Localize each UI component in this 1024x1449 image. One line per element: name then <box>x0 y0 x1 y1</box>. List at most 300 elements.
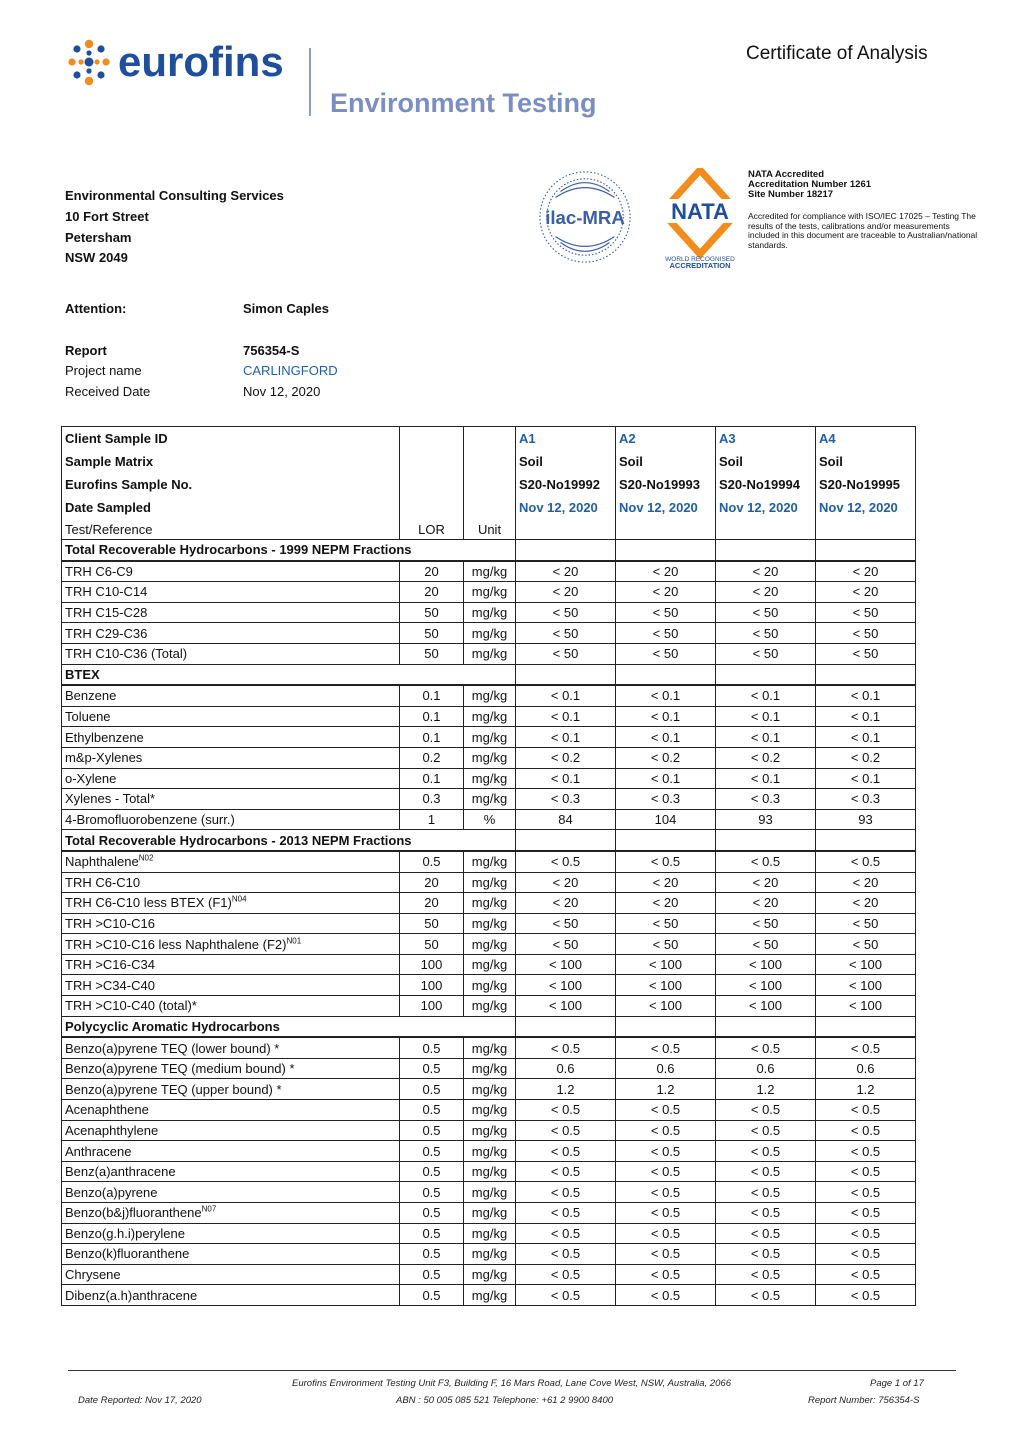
nata-sub2: ACCREDITATION <box>669 261 731 268</box>
result-value: < 0.1 <box>516 768 616 789</box>
unit-value: mg/kg <box>464 685 516 706</box>
result-value: 84 <box>516 809 616 830</box>
lor-value: 50 <box>400 913 464 934</box>
result-value: < 0.5 <box>616 1264 716 1285</box>
result-value: < 0.1 <box>516 706 616 727</box>
result-value: < 50 <box>516 913 616 934</box>
result-value: < 50 <box>516 623 616 644</box>
unit-value: mg/kg <box>464 1203 516 1224</box>
lor-value: 20 <box>400 582 464 603</box>
section-blank <box>816 540 916 561</box>
unit-value: mg/kg <box>464 727 516 748</box>
analyte-note: N01 <box>286 936 302 946</box>
nata-line2: Accreditation Number 1261 <box>748 179 872 190</box>
unit-value: mg/kg <box>464 1058 516 1079</box>
result-value: < 0.5 <box>516 1120 616 1141</box>
client-suburb: Petersham <box>65 230 132 245</box>
sample-date: Nov 12, 2020 <box>616 496 716 519</box>
analyte-cell <box>62 1223 400 1244</box>
result-value: < 0.1 <box>616 685 716 706</box>
unit-value: mg/kg <box>464 623 516 644</box>
analyte-cell <box>62 561 400 582</box>
result-value: < 0.1 <box>716 768 816 789</box>
analyte-name: Naphthalene <box>65 854 139 870</box>
result-value: < 20 <box>516 582 616 603</box>
eurofins-logo-icon <box>64 38 114 88</box>
analyte-name: m&p-Xylenes <box>65 750 143 766</box>
sample-matrix: Soil <box>716 450 816 473</box>
result-value: < 0.5 <box>716 1161 816 1182</box>
lor-value: 0.5 <box>400 1079 464 1100</box>
unit-value: mg/kg <box>464 872 516 893</box>
division-name: Environment Testing <box>330 88 597 118</box>
result-value: < 0.5 <box>516 1264 616 1285</box>
unit-header <box>464 450 516 473</box>
unit-value: mg/kg <box>464 1182 516 1203</box>
analyte-cell <box>62 934 400 955</box>
unit-value: mg/kg <box>464 706 516 727</box>
nata-label: NATA <box>671 199 729 224</box>
result-value: < 50 <box>716 602 816 623</box>
footer-address: Eurofins Environment Testing Unit F3, Building F, 16 Mars Road, Lane Cove West, NSW, Australia, 2066 <box>292 1378 731 1389</box>
result-value: < 100 <box>516 975 616 996</box>
table-row <box>62 582 916 603</box>
lor-value: 0.3 <box>400 789 464 810</box>
table-row <box>62 561 916 582</box>
footer-page: Page 1 of 17 <box>870 1378 924 1389</box>
result-value: < 50 <box>516 934 616 955</box>
result-value: < 0.5 <box>616 1182 716 1203</box>
lor-value: 20 <box>400 561 464 582</box>
result-value: < 20 <box>716 582 816 603</box>
analyte-note: N04 <box>231 895 247 905</box>
result-value: < 0.5 <box>716 1120 816 1141</box>
lor-value: 1 <box>400 809 464 830</box>
result-value: < 0.5 <box>816 1100 916 1121</box>
analyte-cell <box>62 809 400 830</box>
result-value: < 50 <box>616 602 716 623</box>
analyte-cell <box>62 1058 400 1079</box>
unit-value: mg/kg <box>464 1120 516 1141</box>
analyte-cell <box>62 1120 400 1141</box>
result-value: < 0.5 <box>816 1141 916 1162</box>
sample-blank <box>516 519 616 540</box>
result-value: 0.6 <box>616 1058 716 1079</box>
nata-sub1: WORLD RECOGNISED <box>665 256 735 263</box>
result-value: < 50 <box>816 934 916 955</box>
section-blank <box>716 540 816 561</box>
lor-value: 0.1 <box>400 706 464 727</box>
lor-value: 0.5 <box>400 1285 464 1306</box>
result-value: < 20 <box>616 582 716 603</box>
section-title: Polycyclic Aromatic Hydrocarbons <box>62 1016 516 1037</box>
lor-header <box>400 496 464 519</box>
table-row <box>62 934 916 955</box>
received-label: Received Date <box>65 384 151 399</box>
footer-date-reported: Date Reported: Nov 17, 2020 <box>78 1395 202 1406</box>
result-value: < 50 <box>616 934 716 955</box>
lor-value: 0.5 <box>400 1203 464 1224</box>
table-row <box>62 893 916 914</box>
section-blank <box>716 1016 816 1037</box>
analyte-name: Acenaphthylene <box>65 1122 159 1138</box>
result-value: < 0.5 <box>616 1161 716 1182</box>
lor-value: 0.5 <box>400 1223 464 1244</box>
lor-value: 0.5 <box>400 1182 464 1203</box>
unit-value: mg/kg <box>464 602 516 623</box>
table-row <box>62 954 916 975</box>
attention-value: Simon Caples <box>243 301 329 316</box>
section-title: BTEX <box>62 664 516 685</box>
table-row <box>62 768 916 789</box>
analyte-name: TRH C10-C14 <box>65 584 148 600</box>
result-value: < 0.5 <box>816 1223 916 1244</box>
table-row <box>62 727 916 748</box>
table-row <box>62 1223 916 1244</box>
result-value: < 100 <box>816 975 916 996</box>
brand-name: eurofins <box>118 38 284 85</box>
unit-value: mg/kg <box>464 1264 516 1285</box>
results-table <box>61 426 916 1306</box>
analyte-cell <box>62 1244 400 1265</box>
analyte-name: Benzo(b&j)fluoranthene <box>65 1205 202 1221</box>
analyte-note: N02 <box>138 853 154 863</box>
section-blank <box>516 1016 616 1037</box>
analyte-name: TRH >C34-C40 <box>65 977 155 993</box>
unit-value: mg/kg <box>464 643 516 664</box>
analyte-name: TRH >C16-C34 <box>65 957 155 973</box>
lor-value: 50 <box>400 643 464 664</box>
lor-value: 50 <box>400 602 464 623</box>
project-value: CARLINGFORD <box>243 363 338 378</box>
result-value: < 0.2 <box>816 747 916 768</box>
result-value: < 0.5 <box>816 1120 916 1141</box>
result-value: < 0.5 <box>816 1161 916 1182</box>
result-value: < 0.5 <box>716 1141 816 1162</box>
sample-id: A2 <box>616 427 716 451</box>
result-value: < 0.1 <box>516 727 616 748</box>
lor-value: 100 <box>400 954 464 975</box>
analyte-name: Acenaphthene <box>65 1102 149 1118</box>
result-value: < 0.5 <box>616 1100 716 1121</box>
table-row <box>62 851 916 872</box>
result-value: < 0.1 <box>716 685 816 706</box>
result-value: < 50 <box>616 643 716 664</box>
analyte-cell <box>62 789 400 810</box>
section-blank <box>516 830 616 851</box>
unit-header <box>464 427 516 451</box>
nata-logo-icon <box>660 168 740 268</box>
result-value: < 20 <box>616 561 716 582</box>
sample-date: Nov 12, 2020 <box>516 496 616 519</box>
analyte-cell <box>62 768 400 789</box>
analyte-cell <box>62 727 400 748</box>
ilac-label: ilac-MRA <box>545 206 625 228</box>
lor-header <box>400 473 464 496</box>
unit-value: mg/kg <box>464 1079 516 1100</box>
section-blank <box>716 830 816 851</box>
sample-matrix: Soil <box>616 450 716 473</box>
table-row <box>62 809 916 830</box>
unit-value: mg/kg <box>464 975 516 996</box>
section-header-row <box>62 540 916 561</box>
client-company: Environmental Consulting Services <box>65 188 284 203</box>
unit-value: mg/kg <box>464 1037 516 1058</box>
result-value: < 0.1 <box>616 768 716 789</box>
section-blank <box>716 664 816 685</box>
result-value: < 50 <box>716 913 816 934</box>
analyte-name: TRH C6-C10 <box>65 874 141 890</box>
table-row <box>62 1244 916 1265</box>
result-value: < 0.5 <box>516 1244 616 1265</box>
result-value: < 0.5 <box>616 1285 716 1306</box>
result-value: < 20 <box>616 872 716 893</box>
table-row <box>62 1182 916 1203</box>
unit-value: mg/kg <box>464 1244 516 1265</box>
result-value: < 20 <box>516 893 616 914</box>
result-value: 1.2 <box>516 1079 616 1100</box>
result-value: < 50 <box>716 643 816 664</box>
result-value: < 20 <box>716 872 816 893</box>
result-value: < 0.1 <box>716 706 816 727</box>
document-title: Certificate of Analysis <box>746 43 928 64</box>
result-value: < 100 <box>716 996 816 1017</box>
result-value: < 100 <box>516 996 616 1017</box>
result-value: < 20 <box>816 561 916 582</box>
nata-info <box>748 170 978 250</box>
lor-value: 50 <box>400 934 464 955</box>
lor-value: 0.1 <box>400 727 464 748</box>
lor-value: 20 <box>400 893 464 914</box>
result-value: < 0.5 <box>716 851 816 872</box>
section-blank <box>616 664 716 685</box>
section-blank <box>616 540 716 561</box>
table-row <box>62 602 916 623</box>
result-value: < 0.5 <box>716 1100 816 1121</box>
result-value: < 100 <box>616 954 716 975</box>
result-value: < 0.1 <box>616 706 716 727</box>
analyte-name: Ethylbenzene <box>65 729 144 745</box>
header-label: Client Sample ID <box>62 427 400 451</box>
result-value: 0.6 <box>816 1058 916 1079</box>
unit-value: mg/kg <box>464 893 516 914</box>
sample-no: S20-No19995 <box>816 473 916 496</box>
result-value: < 0.5 <box>616 1244 716 1265</box>
result-value: 93 <box>716 809 816 830</box>
nata-line1: NATA Accredited <box>748 169 825 180</box>
table-row <box>62 1120 916 1141</box>
result-value: < 0.2 <box>716 747 816 768</box>
result-value: < 20 <box>516 872 616 893</box>
unit-value: % <box>464 809 516 830</box>
result-value: < 0.5 <box>516 1037 616 1058</box>
section-title: Total Recoverable Hydrocarbons - 2013 NEPM Fractions <box>62 830 516 851</box>
unit-header <box>464 496 516 519</box>
unit-value: mg/kg <box>464 934 516 955</box>
result-value: < 0.3 <box>816 789 916 810</box>
analyte-cell <box>62 872 400 893</box>
analyte-cell <box>62 1285 400 1306</box>
analyte-name: Benzene <box>65 688 117 704</box>
sample-id: A1 <box>516 427 616 451</box>
result-value: < 0.5 <box>816 1285 916 1306</box>
result-value: < 0.5 <box>616 1223 716 1244</box>
result-value: < 100 <box>616 996 716 1017</box>
result-value: < 0.5 <box>716 1223 816 1244</box>
analyte-cell <box>62 1182 400 1203</box>
analyte-cell <box>62 602 400 623</box>
header-divider <box>309 48 311 116</box>
analyte-name: Toluene <box>65 709 111 725</box>
analyte-cell <box>62 643 400 664</box>
analyte-cell <box>62 996 400 1017</box>
result-value: < 0.5 <box>716 1203 816 1224</box>
unit-value: mg/kg <box>464 1141 516 1162</box>
sample-id: A3 <box>716 427 816 451</box>
analyte-name: Benzo(a)pyrene TEQ (upper bound) * <box>65 1081 282 1097</box>
header-row <box>62 496 916 519</box>
lor-value: 20 <box>400 872 464 893</box>
analyte-cell <box>62 623 400 644</box>
table-row <box>62 706 916 727</box>
result-value: < 20 <box>716 893 816 914</box>
lor-value: 100 <box>400 975 464 996</box>
analyte-cell <box>62 1203 400 1224</box>
section-header-row <box>62 830 916 851</box>
result-value: < 50 <box>816 623 916 644</box>
result-value: < 0.5 <box>516 1141 616 1162</box>
sample-date: Nov 12, 2020 <box>816 496 916 519</box>
sample-id: A4 <box>816 427 916 451</box>
result-value: < 0.5 <box>516 1285 616 1306</box>
result-value: < 0.5 <box>516 1182 616 1203</box>
table-row <box>62 789 916 810</box>
result-value: < 0.5 <box>616 1141 716 1162</box>
analyte-name: Xylenes - Total* <box>65 791 156 807</box>
unit-value: mg/kg <box>464 768 516 789</box>
analyte-name: Benzo(a)pyrene TEQ (medium bound) * <box>65 1061 295 1077</box>
section-title: Total Recoverable Hydrocarbons - 1999 NEPM Fractions <box>62 540 516 561</box>
result-value: < 20 <box>816 582 916 603</box>
analyte-cell <box>62 893 400 914</box>
result-value: 93 <box>816 809 916 830</box>
result-value: < 0.5 <box>816 1182 916 1203</box>
report-label: Report <box>65 343 107 358</box>
result-value: < 50 <box>616 913 716 934</box>
analyte-name: TRH C6-C9 <box>65 563 133 579</box>
analyte-cell <box>62 1264 400 1285</box>
unit-value: mg/kg <box>464 913 516 934</box>
result-value: < 0.2 <box>616 747 716 768</box>
result-value: < 0.5 <box>616 1203 716 1224</box>
section-header-row <box>62 1016 916 1037</box>
analyte-name: Benzo(k)fluoranthene <box>65 1246 190 1262</box>
lor-value: 50 <box>400 623 464 644</box>
lor-value: 0.5 <box>400 1141 464 1162</box>
table-row <box>62 1037 916 1058</box>
analyte-name: Benzo(g.h.i)perylene <box>65 1225 185 1241</box>
unit-value: mg/kg <box>464 747 516 768</box>
analyte-name: Benzo(a)pyrene <box>65 1184 158 1200</box>
table-row <box>62 913 916 934</box>
analyte-name: Dibenz(a.h)anthracene <box>65 1287 198 1303</box>
result-value: 0.6 <box>716 1058 816 1079</box>
sample-no: S20-No19993 <box>616 473 716 496</box>
table-row <box>62 747 916 768</box>
sample-matrix: Soil <box>516 450 616 473</box>
lor-value: 100 <box>400 996 464 1017</box>
table-row <box>62 1161 916 1182</box>
header-row <box>62 519 916 540</box>
sample-no: S20-No19994 <box>716 473 816 496</box>
lor-value: 0.2 <box>400 747 464 768</box>
client-state-postcode: NSW 2049 <box>65 250 128 265</box>
unit-header <box>464 473 516 496</box>
nata-statement: Accredited for compliance with ISO/IEC 17025 – Testing The results of the tests, calibrations and/or measurements included in this document are traceable to Australian/national standards. <box>748 211 978 250</box>
sample-blank <box>616 519 716 540</box>
analyte-name: Anthracene <box>65 1143 132 1159</box>
result-value: < 0.5 <box>816 1037 916 1058</box>
result-value: < 100 <box>516 954 616 975</box>
table-row <box>62 1285 916 1306</box>
sample-blank <box>716 519 816 540</box>
table-row <box>62 1264 916 1285</box>
results-body <box>62 427 916 1306</box>
section-blank <box>816 830 916 851</box>
section-blank <box>816 664 916 685</box>
result-value: < 0.5 <box>516 851 616 872</box>
table-row <box>62 1079 916 1100</box>
table-row <box>62 685 916 706</box>
result-value: < 100 <box>616 975 716 996</box>
analyte-name: TRH C15-C28 <box>65 605 148 621</box>
result-value: < 0.5 <box>516 1223 616 1244</box>
header-label: Eurofins Sample No. <box>62 473 400 496</box>
footer-divider <box>68 1370 956 1371</box>
analyte-cell <box>62 706 400 727</box>
result-value: < 50 <box>816 913 916 934</box>
result-value: 1.2 <box>716 1079 816 1100</box>
result-value: < 0.5 <box>716 1285 816 1306</box>
result-value: < 20 <box>816 893 916 914</box>
section-blank <box>616 830 716 851</box>
analyte-name: TRH >C10-C40 (total)* <box>65 998 197 1014</box>
result-value: < 0.5 <box>516 1100 616 1121</box>
lor-value: 0.5 <box>400 1037 464 1058</box>
result-value: < 100 <box>716 954 816 975</box>
unit-value: mg/kg <box>464 789 516 810</box>
analyte-cell <box>62 1079 400 1100</box>
result-value: < 20 <box>716 561 816 582</box>
result-value: < 20 <box>516 561 616 582</box>
result-value: < 20 <box>616 893 716 914</box>
result-value: < 0.1 <box>816 768 916 789</box>
lor-header <box>400 427 464 451</box>
lor-value: 0.5 <box>400 1100 464 1121</box>
analyte-cell <box>62 747 400 768</box>
result-value: < 100 <box>816 954 916 975</box>
result-value: < 0.5 <box>516 1161 616 1182</box>
result-value: < 0.1 <box>516 685 616 706</box>
result-value: < 0.1 <box>716 727 816 748</box>
sample-blank <box>816 519 916 540</box>
lor-header <box>400 450 464 473</box>
analyte-cell <box>62 954 400 975</box>
result-value: < 0.5 <box>816 851 916 872</box>
analyte-name: TRH C10-C36 (Total) <box>65 646 188 662</box>
result-value: < 0.5 <box>716 1182 816 1203</box>
unit-value: mg/kg <box>464 996 516 1017</box>
